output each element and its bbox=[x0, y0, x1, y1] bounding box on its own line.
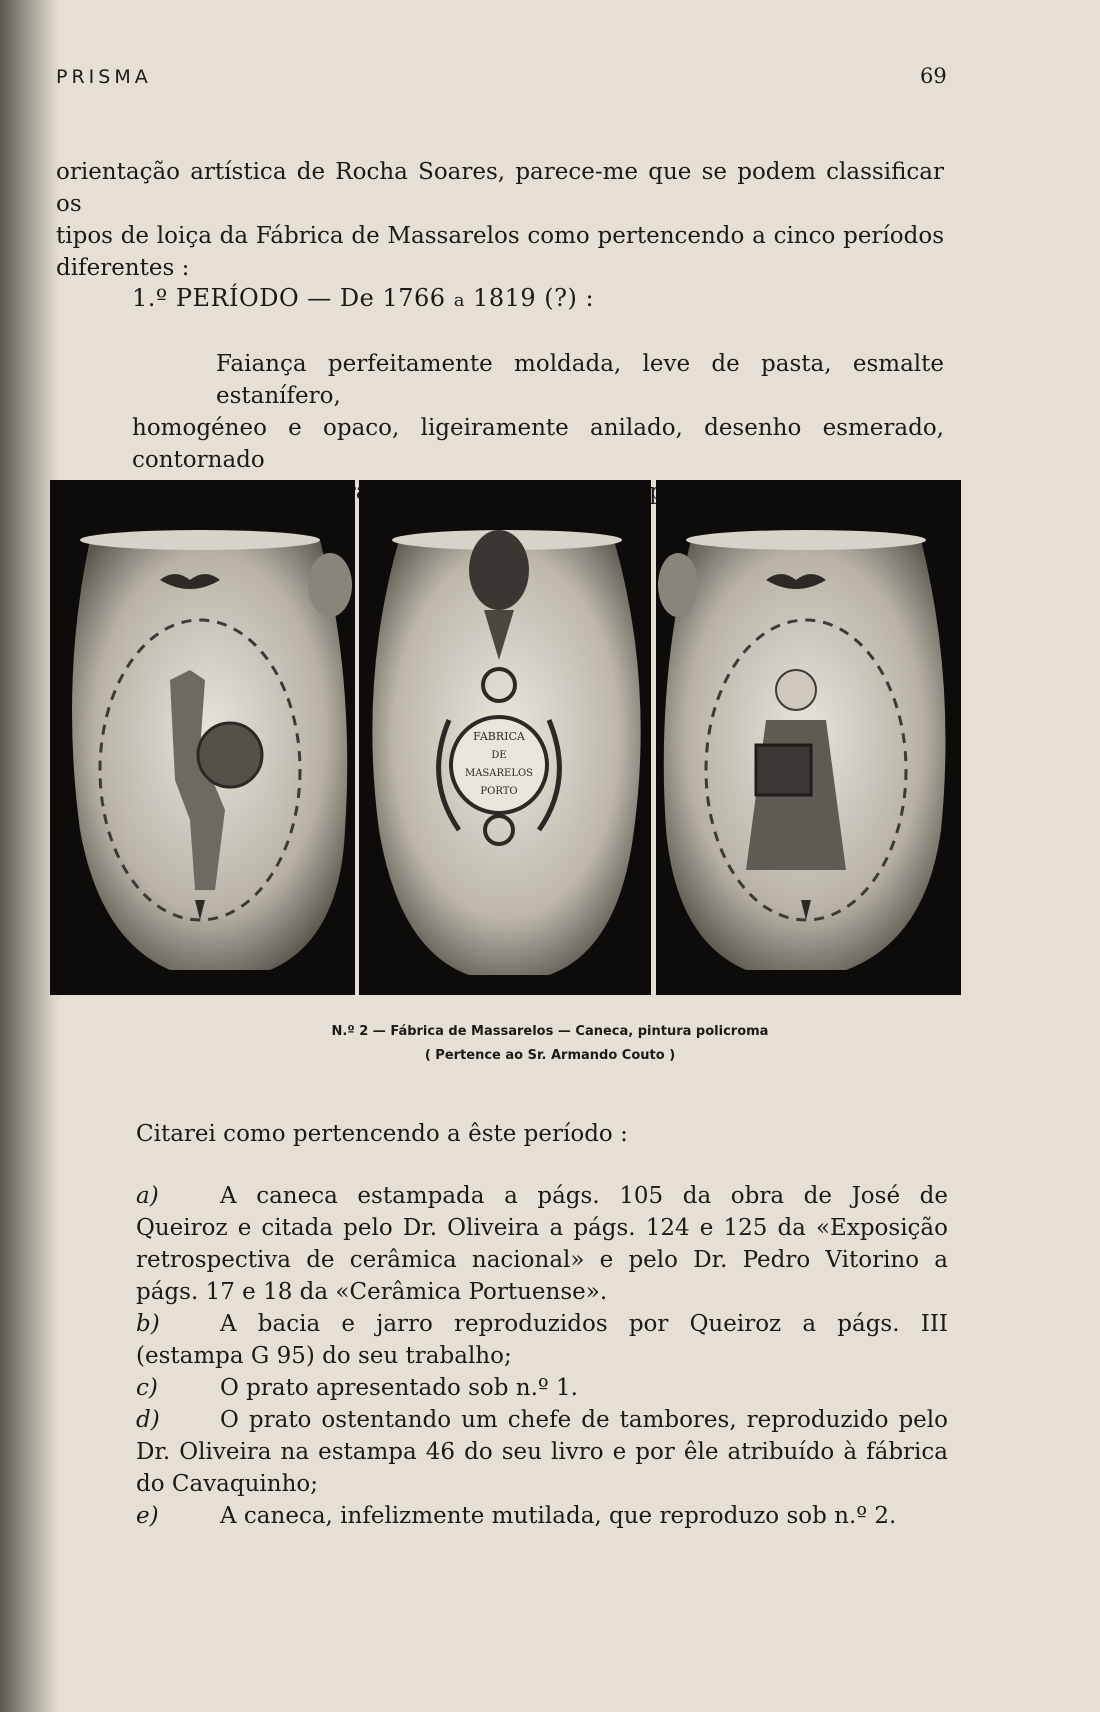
item-marker: a) bbox=[136, 1183, 159, 1209]
maker-mark-line: FABRICA bbox=[473, 730, 525, 743]
maker-mark-line: PORTO bbox=[480, 786, 518, 797]
item-marker: d) bbox=[136, 1407, 160, 1433]
maker-mark-line: DE bbox=[491, 750, 507, 761]
figure-caption bbox=[0, 1020, 1100, 1068]
photo-jug-front-view bbox=[359, 480, 651, 995]
text-line: homogéneo e opaco, ligeiramente anilado, desenho esmerado, contornado bbox=[132, 415, 944, 473]
list-item-b: b) A bacia e jarro reproduzidos por Queiroz a págs. III (estampa G 95) do seu trabalho; bbox=[136, 1311, 948, 1369]
text-line: tipos de loiça da Fábrica de Massarelos como pertencendo a cinco períodos bbox=[56, 223, 944, 249]
page-number: 69 bbox=[920, 64, 947, 88]
list-item-d: d) O prato ostentando um chefe de tambores, reproduzido pelo Dr. Oliveira na estampa 46 do seu livro e por êle atribuído à fábrica do Cavaquinho; bbox=[136, 1407, 948, 1497]
heading-a: a bbox=[453, 290, 465, 311]
list-item-a: a) A caneca estampada a págs. 105 da obra de José de Queiroz e citada pelo Dr. Oliveira a págs. 124 e 125 da «Exposição retrospectiva de cerâmica nacional» e pelo Dr. Pedro Vitorino a págs. 17 e 18 da «Cerâmica Portuense». bbox=[136, 1183, 948, 1305]
list-intro: Citarei como pertencendo a êste período : bbox=[136, 1121, 628, 1147]
heading-de: De bbox=[339, 284, 375, 312]
period-heading: 1.º PERÍODO — De 1766 a 1819 (?) : bbox=[132, 284, 595, 312]
caption-line: ( Pertence ao Sr. Armando Couto ) bbox=[424, 1048, 676, 1063]
caption-line: N.º 2 — Fábrica de Massarelos — Caneca, pintura policroma bbox=[331, 1024, 769, 1039]
text-line: orientação artística de Rocha Soares, parece-me que se podem classificar os bbox=[56, 159, 944, 217]
photo-jug-right-view bbox=[656, 480, 961, 995]
text-line: Faiança perfeitamente moldada, leve de pasta, esmalte estanífero, bbox=[216, 351, 944, 409]
item-marker: c) bbox=[136, 1375, 158, 1401]
running-header: PRISMA bbox=[56, 66, 152, 88]
maker-mark-line: MASARELOS bbox=[464, 768, 534, 779]
list-item-c: c) O prato apresentado sob n.º 1. bbox=[136, 1375, 578, 1401]
text-line: diferentes : bbox=[56, 255, 190, 281]
item-marker: e) bbox=[136, 1503, 159, 1529]
item-marker: b) bbox=[136, 1311, 160, 1337]
list-item-e: e) A caneca, infelizmente mutilada, que reproduzo sob n.º 2. bbox=[136, 1503, 897, 1529]
photo-jug-left-view bbox=[50, 480, 355, 995]
intro-paragraph bbox=[56, 156, 944, 284]
